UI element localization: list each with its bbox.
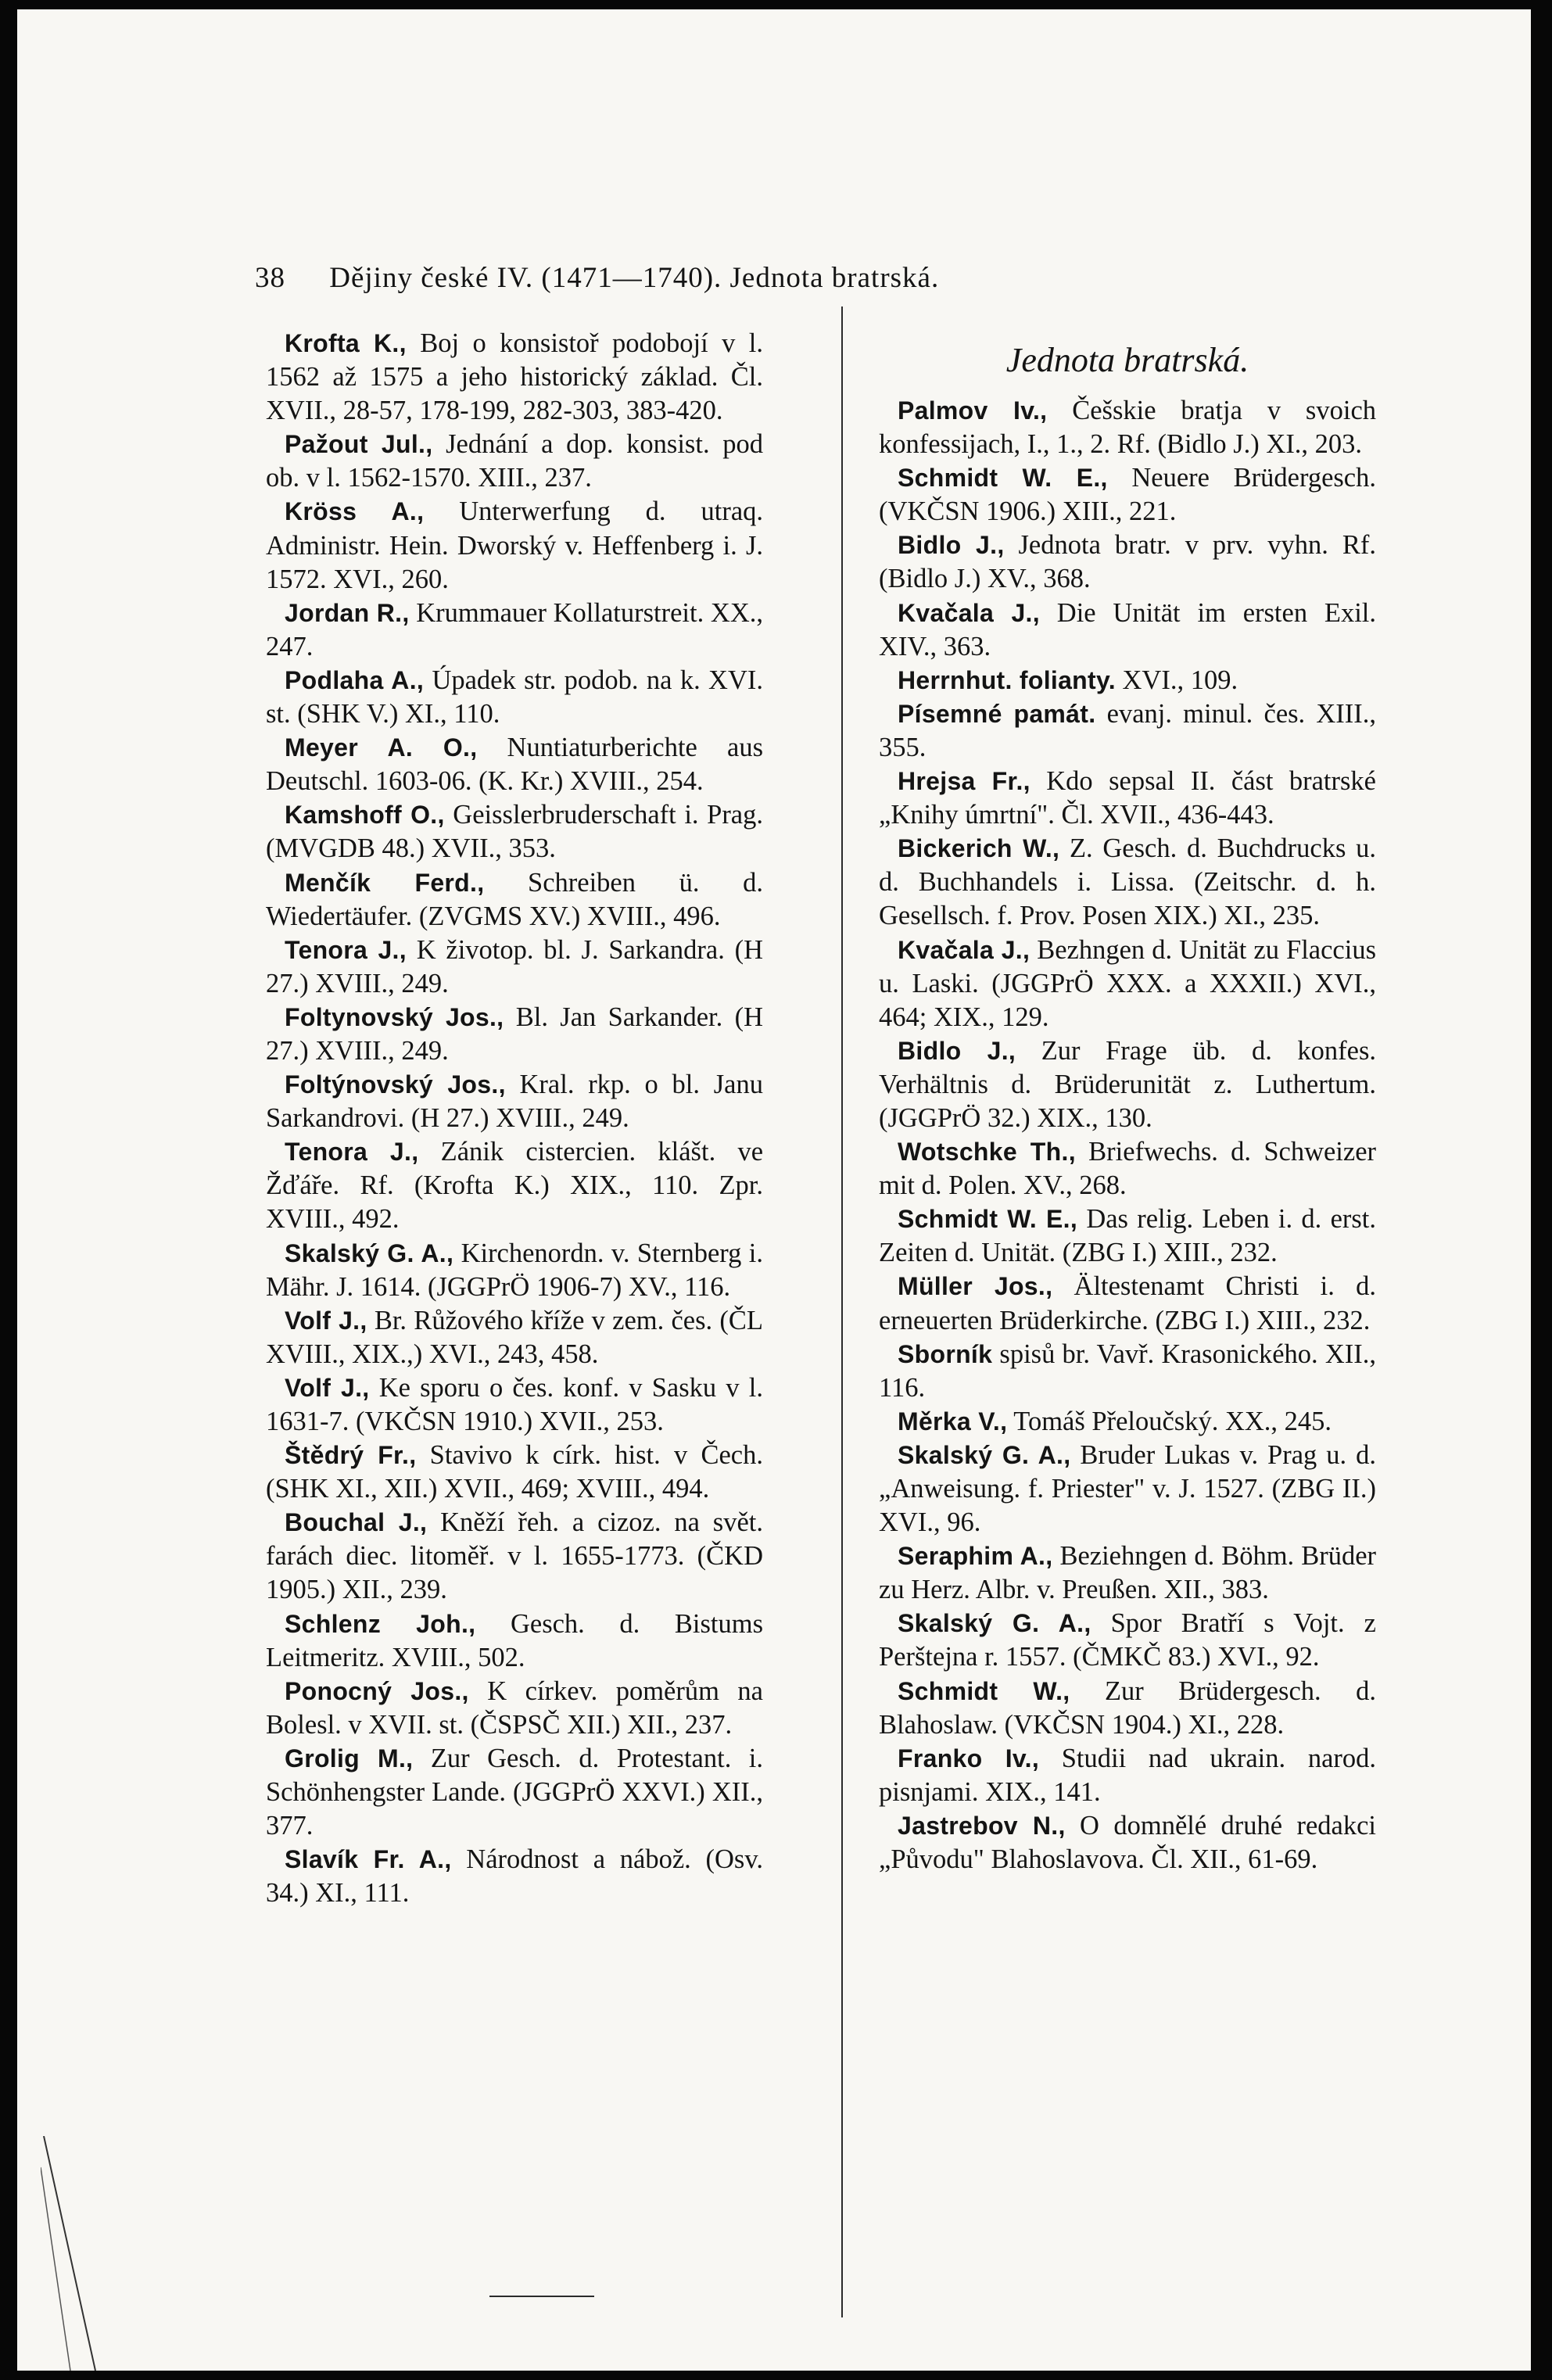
entry-author: Müller Jos., [898, 1272, 1053, 1301]
page-header [255, 261, 1428, 295]
entry-author: Volf J., [285, 1306, 367, 1335]
entry-text: Geisslerbruderschaft i. Prag. (MVGDB 48.) XVII., 353. [266, 800, 763, 864]
bibliography-entry [879, 1405, 1376, 1439]
bibliography-entry [879, 529, 1376, 596]
bibliography-entry [266, 664, 763, 731]
entry-text: Spor Bratří s Vojt. z Perštejna r. 1557. (ČMKČ 83.) XVI., 92. [879, 1608, 1376, 1672]
entry-text: spisů br. Vavř. Krasonického. XII., 116. [879, 1339, 1376, 1403]
bibliography-entry [266, 1237, 763, 1304]
entry-author: Bickerich W., [898, 834, 1060, 863]
entry-text: Boj o konsistoř podobojí v l. 1562 až 1575 a jeho historický základ. Čl. XVII., 28-57, 178-199, 282-303, 383-420. [266, 328, 764, 426]
entry-text: Beziehngen d. Böhm. Brüder zu Herz. Albr. v. Preußen. XII., 383. [879, 1541, 1377, 1605]
entry-author: Pažout Jul., [285, 430, 433, 459]
entry-author: Písemné památ. [898, 699, 1096, 728]
entry-author: Jastrebov N., [898, 1811, 1066, 1840]
bibliography-entry [879, 1607, 1376, 1674]
bibliography-entry [879, 1809, 1376, 1876]
bibliography-entry [266, 1742, 763, 1843]
bibliography-entry [266, 1675, 763, 1742]
bibliography-entry [266, 1439, 763, 1506]
entry-text: Studii nad ukrain. narod. pisnjami. XIX., 141. [879, 1743, 1376, 1807]
entry-author: Tenora J., [285, 1138, 419, 1167]
bibliography-entry [266, 1371, 763, 1439]
entry-text: O domnělé druhé redakci „Původu" Blahoslavova. Čl. XII., 61-69. [879, 1810, 1377, 1875]
bibliography-entry [266, 495, 763, 596]
entry-text: Zur Gesch. d. Protestant. i. Schönhengster Lande. (JGGPrÖ XXVI.) XII., 377. [266, 1743, 763, 1841]
column-divider [841, 306, 843, 2317]
entry-text: Das relig. Leben i. d. erst. Zeiten d. Unität. (ZBG I.) XIII., 232. [879, 1204, 1377, 1268]
entry-text: Die Unität im ersten Exil. XIV., 363. [879, 597, 1377, 661]
bibliography-entry [266, 731, 763, 798]
entry-author: Krofta K., [285, 329, 407, 357]
entry-author: Foltýnovský Jos., [285, 1070, 506, 1099]
entry-author: Schmidt W. E., [898, 1205, 1078, 1234]
bibliography-entry [879, 664, 1376, 697]
bibliography-entry [879, 832, 1376, 933]
right-column [879, 327, 1376, 1876]
bibliography-entry [879, 1439, 1376, 1539]
entry-text: Kral. rkp. o bl. Janu Sarkandrovi. (H 27.) XVIII., 249. [266, 1070, 763, 1134]
entry-text: Úpadek str. podob. na k. XVI. st. (SHK V.) XI., 110. [266, 665, 763, 729]
entry-author: Volf J., [285, 1373, 370, 1402]
entry-text: Unterwerfung d. utraq. Administr. Hein. Dworský v. Heffenberg i. J. 1572. XVI., 260. [266, 496, 764, 594]
bibliography-entry [879, 1135, 1376, 1203]
bibliography-entry [266, 1001, 763, 1068]
bibliography-entry [266, 1506, 763, 1607]
entry-author: Menčík Ferd., [285, 868, 485, 897]
bibliography-entry [879, 1203, 1376, 1270]
entry-text: Neuere Brüdergesch. (VKČSN 1906.) XIII., 221. [879, 463, 1376, 527]
bibliography-entry [266, 934, 763, 1001]
document-page [17, 9, 1531, 2371]
bibliography-entry [879, 1539, 1376, 1607]
left-column [266, 327, 763, 1910]
entry-text: Tomáš Přeloučský. XX., 245. [1013, 1406, 1332, 1436]
entry-text: Ältestenamt Christi i. d. erneuerten Brüderkirche. (ZBG I.) XIII., 232. [879, 1271, 1376, 1335]
entry-author: Kamshoff O., [285, 801, 445, 830]
page-number: 38 [255, 262, 285, 294]
bibliography-entry [879, 1338, 1376, 1405]
entry-author: Slavík Fr. A., [285, 1845, 452, 1874]
bibliography-entry [266, 597, 763, 664]
running-title: Dějiny české IV. (1471—1740). Jednota bratrská. [329, 262, 940, 294]
bibliography-entry [266, 428, 763, 495]
bibliography-entry [879, 597, 1376, 664]
entry-text: Zur Brüdergesch. d. Blahoslaw. (VKČSN 1904.) XI., 228. [879, 1676, 1376, 1740]
entry-author: Ponocný Jos., [285, 1676, 469, 1705]
entry-text: Z. Gesch. d. Buchdrucks u. d. Buchhandels i. Lissa. (Zeitschr. d. h. Gesellsch. f. Prov. Posen XIX.) XI., 235. [879, 833, 1377, 931]
entry-author: Kröss A., [285, 497, 425, 526]
margin-scratch-marks [41, 2136, 103, 2371]
entry-text: Bezhngen d. Unität zu Flaccius u. Laski. (JGGPrÖ XXX. a XXXII.) XVI., 464; XIX., 129. [879, 934, 1377, 1032]
entry-text: Bruder Lukas v. Prag u. d. „Anweisung. f. Priester" v. J. 1527. (ZBG II.) XVI., 96. [879, 1439, 1376, 1538]
bibliography-entry [266, 1843, 763, 1910]
entry-author: Tenora J., [285, 935, 407, 964]
entry-text: Nuntiaturberichte aus Deutschl. 1603-06. (K. Kr.) XVIII., 254. [266, 733, 763, 797]
bibliography-entry [879, 1742, 1376, 1809]
bibliography-entry [266, 1608, 763, 1675]
entry-author: Jordan R., [285, 598, 410, 627]
entry-text: Národnost a nábož. (Osv. 34.) XI., 111. [266, 1844, 763, 1909]
entry-text: Schreiben ü. d. Wiedertäufer. (ZVGMS XV.) XVIII., 496. [266, 867, 764, 931]
entry-author: Měrka V., [898, 1407, 1008, 1436]
entry-author: Skalský G. A., [285, 1238, 454, 1267]
entry-author: Schmidt W., [898, 1676, 1070, 1705]
entry-text: Jednání a dop. konsist. pod ob. v l. 1562-1570. XIII., 237. [266, 429, 763, 493]
entry-author: Hrejsa Fr., [898, 767, 1030, 796]
entry-text: K církev. poměrům na Bolesl. v XVII. st. (ČSPSČ XII.) XII., 237. [266, 1676, 763, 1740]
entry-text: Gesch. d. Bistums Leitmeritz. XVIII., 502. [266, 1608, 763, 1672]
entry-author: Franko Iv., [898, 1744, 1040, 1772]
entry-author: Schmidt W. E., [898, 464, 1108, 493]
entry-text: Kdo sepsal II. část bratrské „Knihy úmrtní". Čl. XVII., 436-443. [879, 766, 1376, 830]
entry-author: Herrnhut. folianty. [898, 665, 1116, 694]
entry-author: Grolig M., [285, 1744, 414, 1772]
entry-text: K životop. bl. J. Sarkandra. (H 27.) XVIII., 249. [266, 934, 764, 998]
bibliography-entry [266, 798, 763, 866]
bibliography-entry [266, 1068, 763, 1135]
entry-author: Seraphim A., [898, 1542, 1053, 1571]
entry-text: evanj. minul. čes. XIII., 355. [879, 698, 1377, 762]
bibliography-entry [879, 461, 1376, 529]
entry-text: Zur Frage üb. d. konfes. Verhältnis d. Brüderunität z. Luthertum. (JGGPrÖ 32.) XIX., 130. [879, 1035, 1377, 1133]
entry-text: Ke sporu o čes. konf. v Sasku v l. 1631-7. (VKČSN 1910.) XVII., 253. [266, 1372, 763, 1436]
entry-author: Sborník [898, 1339, 993, 1368]
entry-text: Bl. Jan Sarkander. (H 27.) XVIII., 249. [266, 1002, 763, 1066]
end-rule [489, 2296, 594, 2297]
entry-author: Bouchal J., [285, 1508, 428, 1537]
entry-text: Kněží řeh. a cizoz. na svět. farách diec. litoměř. v l. 1655-1773. (ČKD 1905.) XII., 239. [266, 1507, 763, 1605]
bibliography-entry [879, 697, 1376, 765]
entry-text: Kirchenordn. v. Sternberg i. Mähr. J. 1614. (JGGPrÖ 1906-7) XV., 116. [266, 1238, 764, 1302]
entry-text: XVI., 109. [1122, 665, 1238, 695]
bibliography-entry [266, 866, 763, 934]
entry-author: Podlaha A., [285, 665, 425, 694]
entry-text: Češskie bratja v svoich konfessijach, I., 1., 2. Rf. (Bidlo J.) XI., 203. [879, 396, 1377, 460]
bibliography-entry [879, 1675, 1376, 1742]
entry-author: Palmov Iv., [898, 396, 1048, 425]
entry-author: Bidlo J., [898, 1036, 1016, 1065]
entry-author: Kvačala J., [898, 935, 1030, 964]
entry-author: Kvačala J., [898, 598, 1040, 627]
entry-author: Štědrý Fr., [285, 1441, 417, 1470]
entry-text: Briefwechs. d. Schweizer mit d. Polen. XV., 268. [879, 1137, 1377, 1201]
bibliography-entry [879, 1270, 1376, 1337]
entry-text: Br. Růžového kříže v zem. čes. (ČL XVIII., XIX.,) XVI., 243, 458. [266, 1305, 763, 1369]
entry-text: Krummauer Kollaturstreit. XX., 247. [266, 597, 763, 661]
entry-author: Bidlo J., [898, 531, 1005, 560]
bibliography-entry [879, 765, 1376, 832]
entry-author: Wotschke Th., [898, 1138, 1076, 1167]
right-entries [879, 394, 1376, 1876]
entry-author: Schlenz Joh., [285, 1609, 476, 1638]
entry-text: Zánik cistercien. klášt. ve Žďáře. Rf. (Krofta K.) XIX., 110. Zpr. XVIII., 492. [266, 1137, 764, 1235]
entry-author: Skalský G. A., [898, 1440, 1071, 1469]
entry-author: Foltynovský Jos., [285, 1002, 504, 1031]
bibliography-entry [879, 394, 1376, 461]
entry-text: Jednota bratr. v prv. vyhn. Rf. (Bidlo J.) XV., 368. [879, 530, 1377, 594]
entry-text: Stavivo k círk. hist. v Čech. (SHK XI., XII.) XVII., 469; XVIII., 494. [266, 1440, 763, 1504]
bibliography-entry [266, 1135, 763, 1236]
section-title: Jednota bratrská. [1005, 341, 1249, 379]
bibliography-entry [879, 1034, 1376, 1135]
bibliography-entry [266, 327, 763, 428]
entry-author: Skalský G. A., [898, 1609, 1091, 1638]
bibliography-entry [879, 934, 1376, 1034]
bibliography-entry [266, 1304, 763, 1371]
entry-author: Meyer A. O., [285, 733, 478, 762]
